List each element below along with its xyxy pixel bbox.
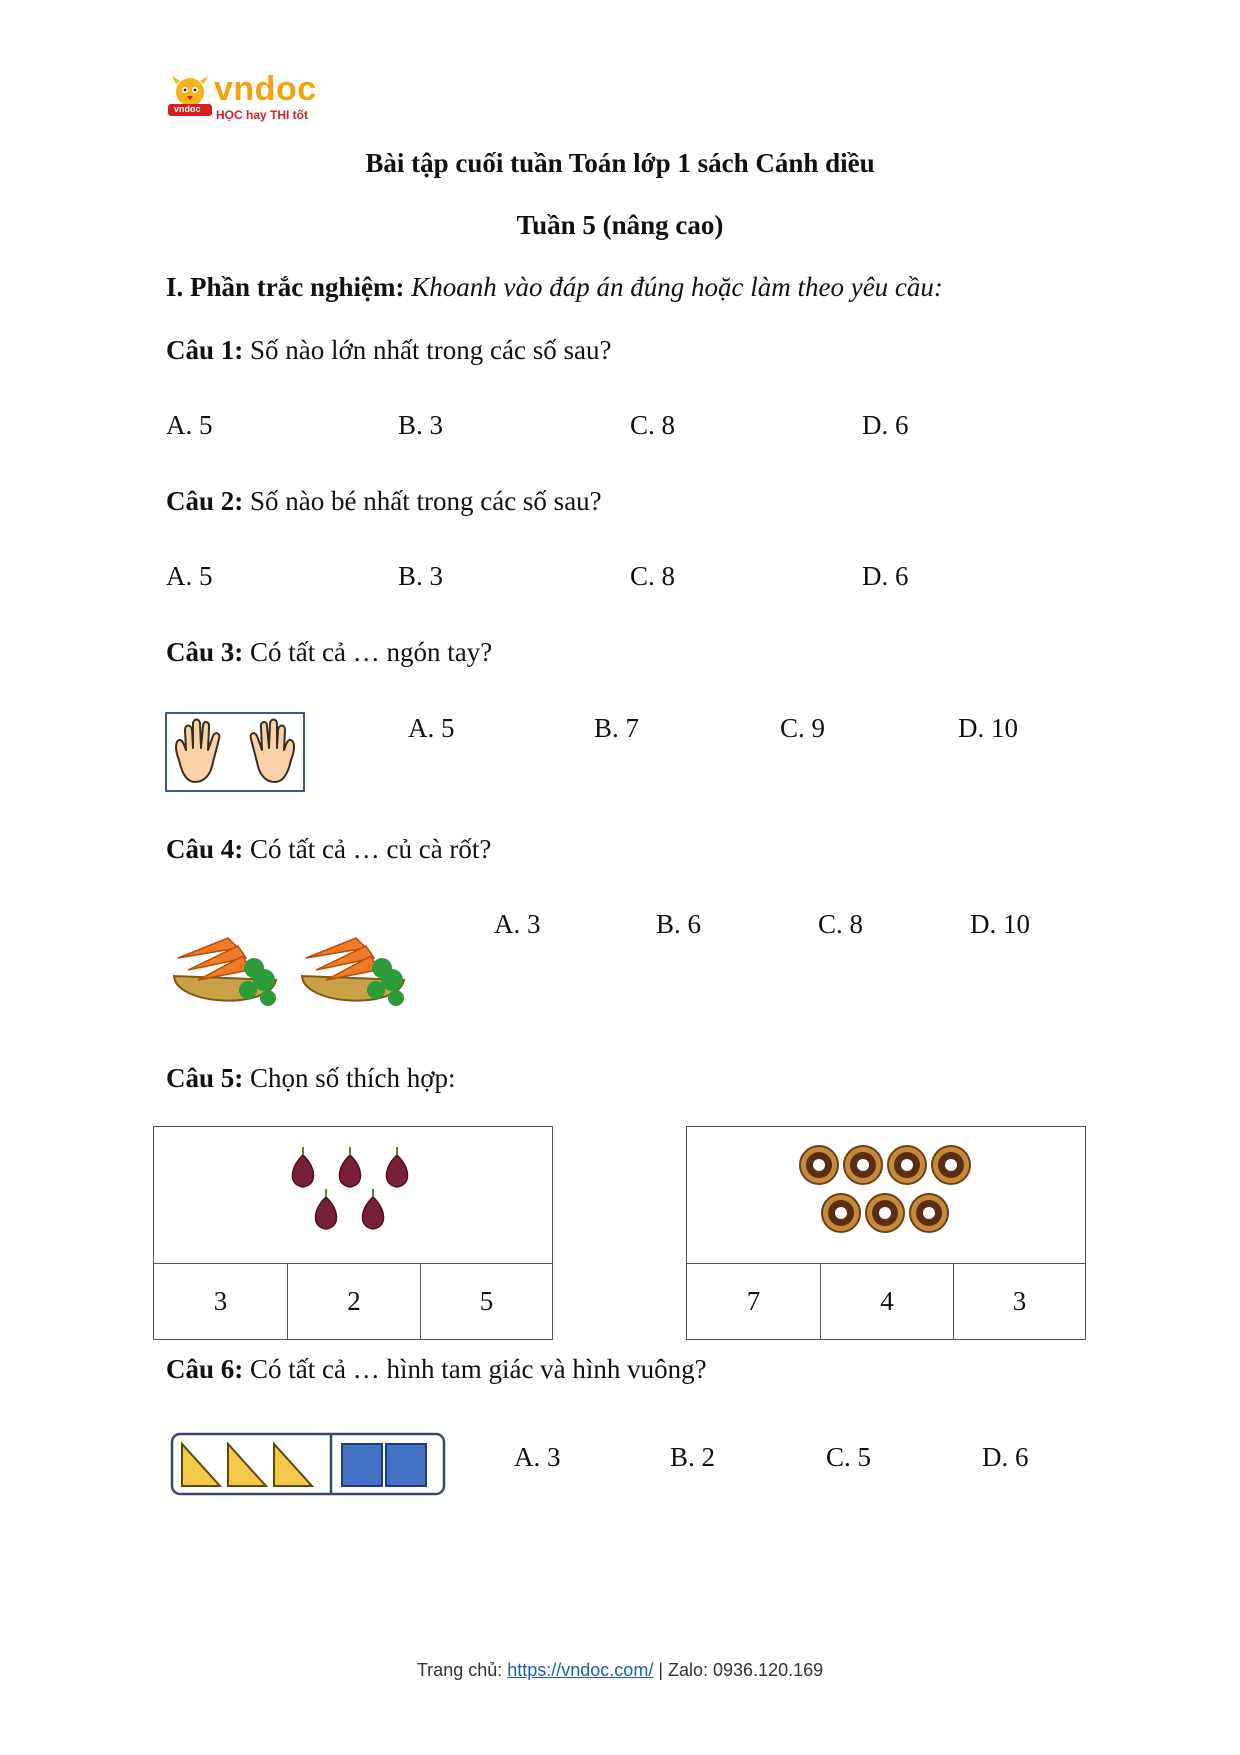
question-text: Có tất cả … hình tam giác và hình vuông? xyxy=(250,1354,707,1384)
page-subtitle: Tuần 5 (nâng cao) xyxy=(516,210,724,240)
q4-option-d[interactable]: D. 10 xyxy=(970,909,1030,939)
section-heading xyxy=(166,272,943,303)
donut-picture-cell xyxy=(686,1126,1086,1265)
q1-option-a[interactable]: A. 5 xyxy=(166,410,213,440)
question-label: Câu 5: xyxy=(166,1063,244,1093)
q6-option-c[interactable]: C. 5 xyxy=(826,1442,872,1472)
donuts-image xyxy=(799,1143,973,1243)
footer-home-link[interactable]: https://vndoc.com/ xyxy=(507,1660,654,1680)
carrot-baskets-image xyxy=(168,918,428,1020)
question-label: Câu 6: xyxy=(166,1354,244,1384)
q3-option-b[interactable]: B. 7 xyxy=(594,713,640,743)
donut-choices-row xyxy=(686,1263,1086,1340)
question-2 xyxy=(166,486,602,517)
q6-option-d[interactable]: D. 6 xyxy=(982,1442,1029,1472)
vndoc-logo xyxy=(166,70,326,126)
question-text: Chọn số thích hợp: xyxy=(250,1063,456,1093)
q2-option-c[interactable]: C. 8 xyxy=(630,561,676,591)
q1-option-c[interactable]: C. 8 xyxy=(630,410,676,440)
q5a-choice-1[interactable]: 3 xyxy=(213,1286,228,1316)
logo-tagline: HỌC hay THI tốt xyxy=(216,108,308,122)
q4-option-c[interactable]: C. 8 xyxy=(818,909,864,939)
question-label: Câu 3: xyxy=(166,637,244,667)
q5b-choice-1[interactable]: 7 xyxy=(746,1286,761,1316)
q2-option-d[interactable]: D. 6 xyxy=(862,561,909,591)
question-6 xyxy=(166,1354,707,1385)
logo-brand: vndoc xyxy=(214,70,317,108)
section-instruction: Khoanh vào đáp án đúng hoặc làm theo yêu cầu: xyxy=(411,272,943,302)
q1-option-b[interactable]: B. 3 xyxy=(398,410,444,440)
q1-option-d[interactable]: D. 6 xyxy=(862,410,909,440)
q2-option-b[interactable]: B. 3 xyxy=(398,561,444,591)
q3-option-d[interactable]: D. 10 xyxy=(958,713,1018,743)
footer-zalo: | Zalo: 0936.120.169 xyxy=(653,1660,824,1680)
question-label: Câu 1: xyxy=(166,335,244,365)
question-label: Câu 2: xyxy=(166,486,244,516)
question-text: Số nào bé nhất trong các số sau? xyxy=(250,486,602,516)
question-text: Có tất cả … ngón tay? xyxy=(250,637,493,667)
shapes-image xyxy=(170,1432,446,1496)
question-4 xyxy=(166,834,491,865)
page-title: Bài tập cuối tuần Toán lớp 1 sách Cánh diều xyxy=(365,148,875,178)
question-1 xyxy=(166,335,611,366)
onion-choices-row xyxy=(153,1263,553,1340)
question-label: Câu 4: xyxy=(166,834,244,864)
question-5 xyxy=(166,1063,456,1094)
chicken-mascot-icon xyxy=(166,72,214,122)
section-title: I. Phần trắc nghiệm: xyxy=(166,272,405,302)
q6-option-a[interactable]: A. 3 xyxy=(514,1442,561,1472)
page-footer xyxy=(0,1660,1240,1681)
q2-option-a[interactable]: A. 5 xyxy=(166,561,213,591)
q5a-choice-2[interactable]: 2 xyxy=(287,1264,420,1339)
question-3 xyxy=(166,637,492,668)
onion-picture-cell xyxy=(153,1126,553,1265)
q5b-choice-2[interactable]: 4 xyxy=(820,1264,953,1339)
footer-home-label: Trang chủ: xyxy=(416,1660,508,1680)
q3-option-a[interactable]: A. 5 xyxy=(408,713,455,743)
question-text: Số nào lớn nhất trong các số sau? xyxy=(250,335,612,365)
q5b-choice-3[interactable]: 3 xyxy=(953,1264,1085,1339)
two-hands-image xyxy=(165,712,305,792)
q5a-choice-3[interactable]: 5 xyxy=(420,1264,552,1339)
q4-option-a[interactable]: A. 3 xyxy=(494,909,541,939)
q4-option-b[interactable]: B. 6 xyxy=(656,909,702,939)
logo-badge: vndoc xyxy=(174,104,201,114)
q6-option-b[interactable]: B. 2 xyxy=(670,1442,716,1472)
question-text: Có tất cả … củ cà rốt? xyxy=(250,834,492,864)
onions-image xyxy=(288,1145,418,1243)
q3-option-c[interactable]: C. 9 xyxy=(780,713,826,743)
